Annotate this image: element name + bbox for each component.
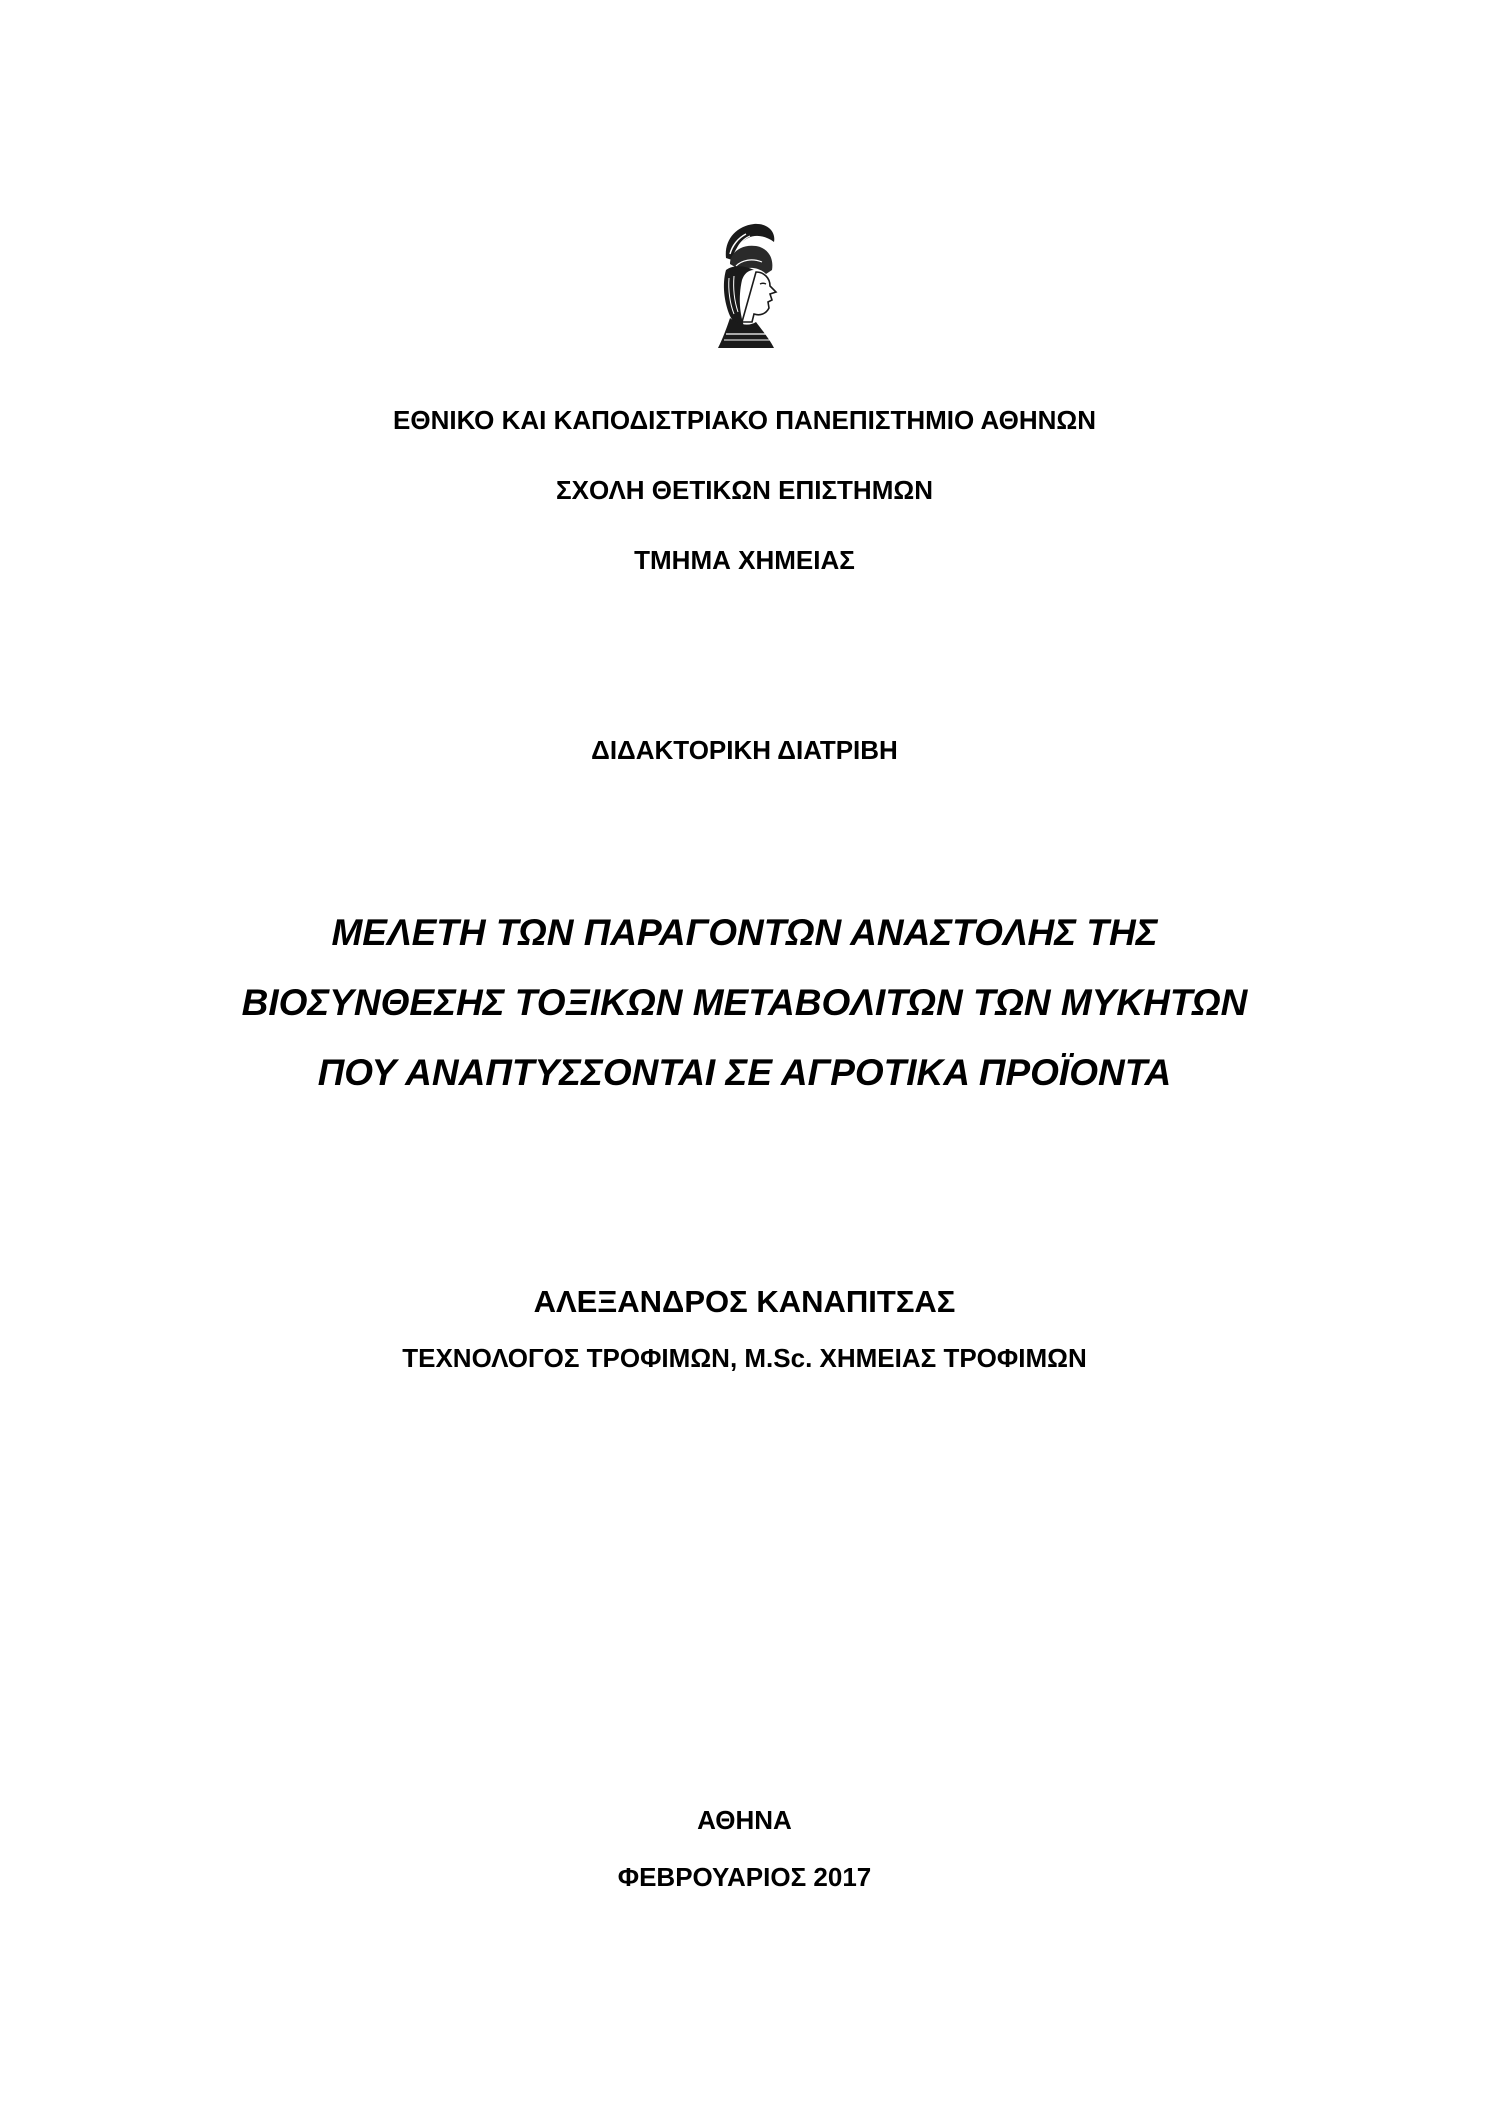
city: ΑΘΗΝΑ (697, 1805, 792, 1835)
university-name: ΕΘΝΙΚΟ ΚΑΙ ΚΑΠΟΔΙΣΤΡΙΑΚΟ ΠΑΝΕΠΙΣΤΗΜΙΟ ΑΘΗΝΩΝ (393, 405, 1096, 435)
department-name: ΤΜΗΜΑ ΧΗΜΕΙΑΣ (634, 545, 855, 575)
author-credentials: ΤΕΧΝΟΛΟΓΟΣ ΤΡΟΦΙΜΩΝ, M.Sc. ΧΗΜΕΙΑΣ ΤΡΟΦΙΜΩΝ (402, 1343, 1087, 1373)
document-type: ΔΙΔΑΚΤΟΡΙΚΗ ΔΙΑΤΡΙΒΗ (591, 735, 898, 765)
author-name: ΑΛΕΞΑΝΔΡΟΣ ΚΑΝΑΠΙΤΣΑΣ (533, 1284, 956, 1319)
thesis-title-line-3: ΠΟΥ ΑΝΑΠΤΥΣΣΟΝΤΑΙ ΣΕ ΑΓΡΟΤΙΚΑ ΠΡΟΪΟΝΤΑ (317, 1052, 1172, 1093)
school-name: ΣΧΟΛΗ ΘΕΤΙΚΩΝ ΕΠΙΣΤΗΜΩΝ (556, 475, 933, 505)
date: ΦΕΒΡΟΥΑΡΙΟΣ 2017 (617, 1862, 872, 1892)
athena-head-logo-icon (696, 218, 796, 350)
thesis-title-line-1: ΜΕΛΕΤΗ ΤΩΝ ΠΑΡΑΓΟΝΤΩΝ ΑΝΑΣΤΟΛΗΣ ΤΗΣ (331, 912, 1158, 953)
thesis-title-line-2: ΒΙΟΣΥΝΘΕΣΗΣ ΤΟΞΙΚΩΝ ΜΕΤΑΒΟΛΙΤΩΝ ΤΩΝ ΜΥΚΗΤΩΝ (241, 982, 1248, 1023)
